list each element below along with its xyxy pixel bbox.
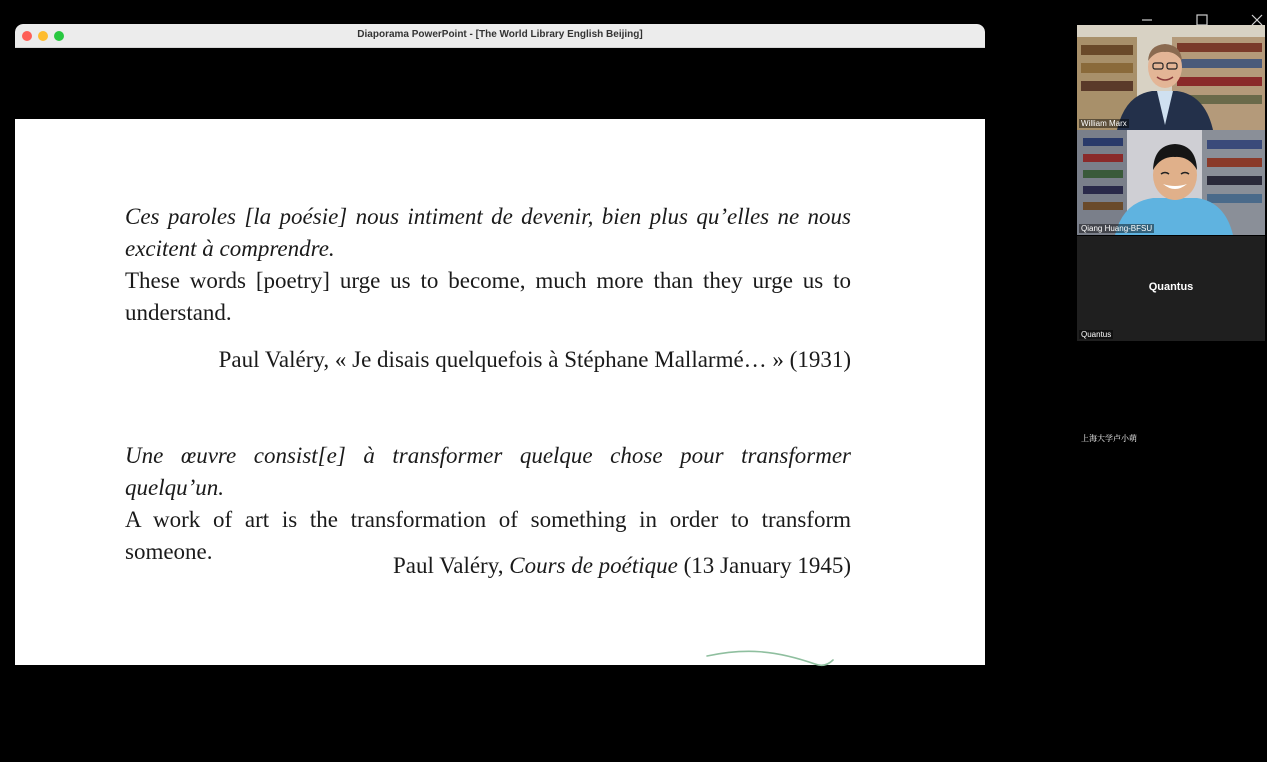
participant-tile-4[interactable]: [1077, 341, 1265, 446]
pen-annotation: [705, 644, 835, 669]
quote-1-english: These words [poetry] urge us to become, much more than they urge us to understand.: [125, 268, 851, 325]
participant-video: [1077, 130, 1265, 235]
participant-name: William Marx: [1081, 119, 1127, 128]
quote-1-french: Ces paroles [la poésie] nous intiment de devenir, bien plus qu’elles ne nous excitent à comprendre.: [125, 204, 851, 261]
participant-name: Qiang Huang-BFSU: [1081, 224, 1153, 233]
attribution-work: Cours de poétique: [509, 553, 678, 578]
participant-display-name: Quantus: [1148, 281, 1194, 293]
quote-2: [125, 440, 851, 568]
window-title: Diaporama PowerPoint - [The World Library English Beijing]: [357, 29, 643, 40]
attribution-author: Paul Valéry,: [392, 553, 510, 578]
participant-name: Quantus: [1081, 330, 1112, 339]
quote-1-attribution: Paul Valéry, « Je disais quelquefois à Stéphane Mallarmé… » (1931): [218, 347, 851, 372]
attribution-date: (13 January 1945): [677, 553, 851, 578]
slide-canvas[interactable]: [15, 119, 985, 665]
participant-gallery: [1077, 25, 1265, 445]
presentation-window: [15, 24, 985, 738]
participant-tile-3[interactable]: [1077, 236, 1265, 341]
participant-tile-1[interactable]: [1077, 25, 1265, 130]
participant-name: 上海大学卢小萌: [1081, 434, 1137, 443]
quote-2-attribution: [393, 550, 851, 582]
window-titlebar[interactable]: [15, 24, 985, 48]
quote-2-french: Une œuvre consist[e] à transformer quelque chose pour transformer quelqu’un.: [125, 443, 851, 500]
participant-tile-2[interactable]: [1077, 130, 1265, 235]
participant-video: [1077, 25, 1265, 130]
quote-2-english: A work of art is the transformation of something in order to transform someone.: [125, 507, 851, 564]
quote-1: [125, 201, 851, 329]
